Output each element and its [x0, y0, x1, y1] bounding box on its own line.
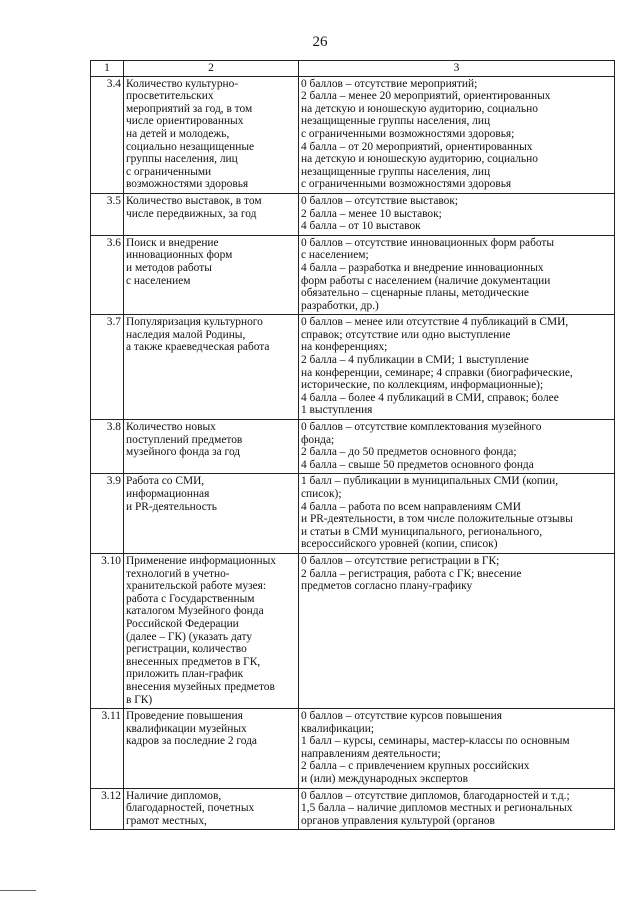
- scoring-criteria-line: 1,5 балла – наличие дипломов местных и региональных: [301, 802, 573, 815]
- scoring-criteria-line: 1 выступления: [301, 404, 373, 417]
- scoring-criteria-line: 1 балл – курсы, семинары, мастер-классы по основным: [301, 735, 570, 748]
- indicator-name-line: наследия малой Родины,: [126, 328, 246, 341]
- indicator-name-line: кадров за последние 2 года: [126, 735, 257, 748]
- indicator-name: [124, 315, 299, 420]
- indicator-name-line: а также краеведческая работа: [126, 341, 270, 354]
- scoring-criteria: [299, 235, 615, 315]
- indicator-name-line: числе передвижных, за год: [126, 207, 257, 220]
- indicator-name-line: с населением: [126, 274, 191, 287]
- scoring-criteria-line: 1 балл – публикации в муниципальных СМИ (копии,: [301, 475, 559, 488]
- indicator-name-line: и PR-деятельность: [126, 500, 217, 513]
- scoring-criteria-line: 2 балла – менее 20 мероприятий, ориентированных: [301, 90, 551, 103]
- scoring-criteria-line: предметов согласно плану-графику: [301, 580, 473, 593]
- scoring-criteria: [299, 420, 615, 474]
- indicator-name-line: на детей и молодежь,: [126, 127, 230, 140]
- indicator-name-line: благодарностей, почетных: [126, 802, 255, 815]
- scoring-criteria-line: 4 балла – разработка и внедрение инновационных: [301, 261, 544, 274]
- scoring-criteria-line: 4 балла – от 20 мероприятий, ориентированных: [301, 140, 533, 153]
- indicator-name-line: регистрации, количество: [126, 643, 247, 656]
- indicator-name-line: просветительских: [126, 90, 214, 103]
- indicator-name-line: Работа со СМИ,: [126, 475, 205, 488]
- indicator-name-line: Проведение повышения: [126, 710, 243, 723]
- row-number: 3.10: [91, 553, 124, 708]
- scoring-criteria-line: список);: [301, 488, 342, 500]
- table-row: [91, 420, 615, 474]
- scoring-criteria-line: 2 балла – с привлечением крупных российских: [301, 760, 530, 773]
- row-number: 3.5: [91, 193, 124, 235]
- table-header-row: [91, 61, 615, 77]
- indicator-name-line: музейного фонда за год: [126, 446, 241, 459]
- criteria-table: [90, 60, 615, 830]
- scoring-criteria-line: исторические, по коллекциям, информационные);: [301, 379, 544, 392]
- indicator-name-line: группы населения, лиц: [126, 153, 238, 166]
- scoring-criteria-line: с ограниченными возможностями здоровья: [301, 178, 512, 191]
- page-number: 26: [312, 34, 328, 50]
- scoring-criteria-line: 4 балла – от 10 выставок: [301, 220, 421, 233]
- scoring-criteria: [299, 76, 615, 193]
- scoring-criteria-line: направлениям деятельности;: [301, 747, 441, 760]
- indicator-name-line: поступлений предметов: [126, 433, 243, 446]
- indicator-name-line: Наличие дипломов,: [126, 789, 222, 802]
- scoring-criteria-line: на детскую и юношескую аудиторию, социально: [301, 153, 538, 166]
- scoring-criteria-line: квалификации;: [301, 722, 375, 735]
- indicator-name-line: приложить план-график: [126, 668, 244, 681]
- column-header-indicator: 2: [124, 61, 299, 77]
- indicator-name: [124, 553, 299, 708]
- table-row: [91, 709, 615, 789]
- indicator-name-line: инновационных форм: [126, 249, 233, 262]
- scoring-criteria-line: 0 баллов – отсутствие курсов повышения: [301, 710, 502, 723]
- table-row: [91, 474, 615, 554]
- indicator-name-line: и методов работы: [126, 261, 212, 274]
- scoring-criteria-line: 4 балла – свыше 50 предметов основного фонда: [301, 458, 534, 471]
- indicator-name-line: хранительской работе музея:: [126, 580, 267, 593]
- row-number: 3.11: [91, 709, 124, 789]
- scoring-criteria-line: 2 балла – менее 10 выставок;: [301, 207, 442, 220]
- scoring-criteria-line: 0 баллов – отсутствие мероприятий;: [301, 77, 478, 90]
- indicator-name-line: работа с Государственным: [126, 592, 255, 605]
- scoring-criteria-line: всероссийского уровней (копии, список): [301, 538, 498, 551]
- indicator-name-line: Количество новых: [126, 421, 216, 434]
- row-number: 3.9: [91, 474, 124, 554]
- indicator-name-line: грамот местных,: [126, 814, 207, 827]
- scoring-criteria-line: фонда;: [301, 433, 335, 446]
- row-number: 3.6: [91, 235, 124, 315]
- table-row: [91, 76, 615, 193]
- table-row: [91, 235, 615, 315]
- indicator-name-line: числе ориентированных: [126, 115, 244, 128]
- scoring-criteria-line: 0 баллов – отсутствие комплектования музейного: [301, 421, 542, 434]
- table-row: [91, 788, 615, 830]
- scoring-criteria-line: 4 балла – работа по всем направлениям СМИ: [301, 500, 521, 513]
- scoring-criteria-line: 0 баллов – менее или отсутствие 4 публикаций в СМИ,: [301, 316, 569, 329]
- indicator-name-line: Популяризация культурного: [126, 316, 263, 329]
- row-number: 3.4: [91, 76, 124, 193]
- scoring-criteria-line: разработки, др.): [301, 299, 379, 312]
- indicator-name: [124, 474, 299, 554]
- indicator-name-line: квалификации музейных: [126, 722, 247, 735]
- scoring-criteria-line: 0 баллов – отсутствие регистрации в ГК;: [301, 554, 500, 567]
- scoring-criteria-line: и статьи в СМИ муниципального, регионального,: [301, 525, 543, 538]
- scoring-criteria-line: с ограниченными возможностями здоровья;: [301, 127, 515, 140]
- indicator-name-line: Количество культурно-: [126, 77, 239, 90]
- table-row: [91, 553, 615, 708]
- scoring-criteria-line: 2 балла – 4 публикации в СМИ; 1 выступление: [301, 354, 529, 367]
- indicator-name-line: социально незащищенные: [126, 140, 255, 153]
- scan-edge-mark: [0, 890, 36, 891]
- scoring-criteria-line: и PR-деятельности, в том числе положительные отзывы: [301, 513, 573, 526]
- scoring-criteria: [299, 553, 615, 708]
- column-header-number: 1: [91, 61, 124, 77]
- scoring-criteria-line: обязательно – сценарные планы, методические: [301, 287, 529, 300]
- indicator-name: [124, 76, 299, 193]
- indicator-name-line: Применение информационных: [126, 554, 276, 567]
- scoring-criteria-line: 0 баллов – отсутствие инновационных форм работы: [301, 236, 555, 249]
- indicator-name: [124, 235, 299, 315]
- indicator-name-line: (далее – ГК) (указать дату: [126, 630, 253, 643]
- table-row: [91, 315, 615, 420]
- scoring-criteria-line: 2 балла – до 50 предметов основного фонда;: [301, 446, 517, 459]
- scoring-criteria-line: органов управления культурой (органов: [301, 814, 495, 827]
- column-header-criteria: 3: [299, 61, 615, 77]
- indicator-name-line: Поиск и внедрение: [126, 236, 219, 249]
- indicator-name: [124, 193, 299, 235]
- scoring-criteria-line: 4 балла – более 4 публикаций в СМИ, справок; более: [301, 391, 559, 404]
- indicator-name-line: в ГК): [126, 693, 153, 706]
- indicator-name: [124, 420, 299, 474]
- scoring-criteria-line: 0 баллов – отсутствие выставок;: [301, 194, 459, 207]
- indicator-name-line: каталогом Музейного фонда: [126, 605, 264, 618]
- table-body: [91, 76, 615, 830]
- row-number: 3.8: [91, 420, 124, 474]
- indicator-name-line: Российской Федерации: [126, 617, 239, 630]
- indicator-name: [124, 709, 299, 789]
- scoring-criteria-line: 0 баллов – отсутствие дипломов, благодарностей и т.д.;: [301, 789, 570, 802]
- indicator-name-line: информационная: [126, 488, 210, 500]
- scoring-criteria-line: форм работы с населением (наличие документации: [301, 274, 551, 287]
- indicator-name-line: мероприятий за год, в том: [126, 102, 253, 115]
- row-number: 3.7: [91, 315, 124, 420]
- indicator-name-line: возможностями здоровья: [126, 178, 249, 191]
- scoring-criteria: [299, 474, 615, 554]
- indicator-name-line: технологий в учетно-: [126, 567, 230, 580]
- scoring-criteria-line: 2 балла – регистрация, работа с ГК; внесение: [301, 567, 522, 580]
- scoring-criteria-line: на детскую и юношескую аудиторию, социально: [301, 102, 538, 115]
- scoring-criteria-line: справок; отсутствие или одно выступление: [301, 328, 511, 341]
- scoring-criteria-line: и (или) международных экспертов: [301, 773, 468, 786]
- row-number: 3.12: [91, 788, 124, 830]
- scoring-criteria-line: на конференциях;: [301, 341, 388, 354]
- scoring-criteria-line: на конференции, семинаре; 4 справки (биографические,: [301, 366, 573, 379]
- indicator-name: [124, 788, 299, 830]
- scoring-criteria-line: незащищенные группы населения, лиц: [301, 165, 491, 178]
- scoring-criteria: [299, 709, 615, 789]
- scoring-criteria: [299, 193, 615, 235]
- table-row: [91, 193, 615, 235]
- scoring-criteria-line: незащищенные группы населения, лиц: [301, 115, 491, 128]
- scoring-criteria: [299, 788, 615, 830]
- indicator-name-line: внесения музейных предметов: [126, 680, 275, 693]
- indicator-name-line: Количество выставок, в том: [126, 194, 262, 207]
- scoring-criteria: [299, 315, 615, 420]
- indicator-name-line: внесенных предметов в ГК,: [126, 655, 261, 668]
- scoring-criteria-line: с населением;: [301, 249, 369, 262]
- indicator-name-line: с ограниченными: [126, 165, 212, 178]
